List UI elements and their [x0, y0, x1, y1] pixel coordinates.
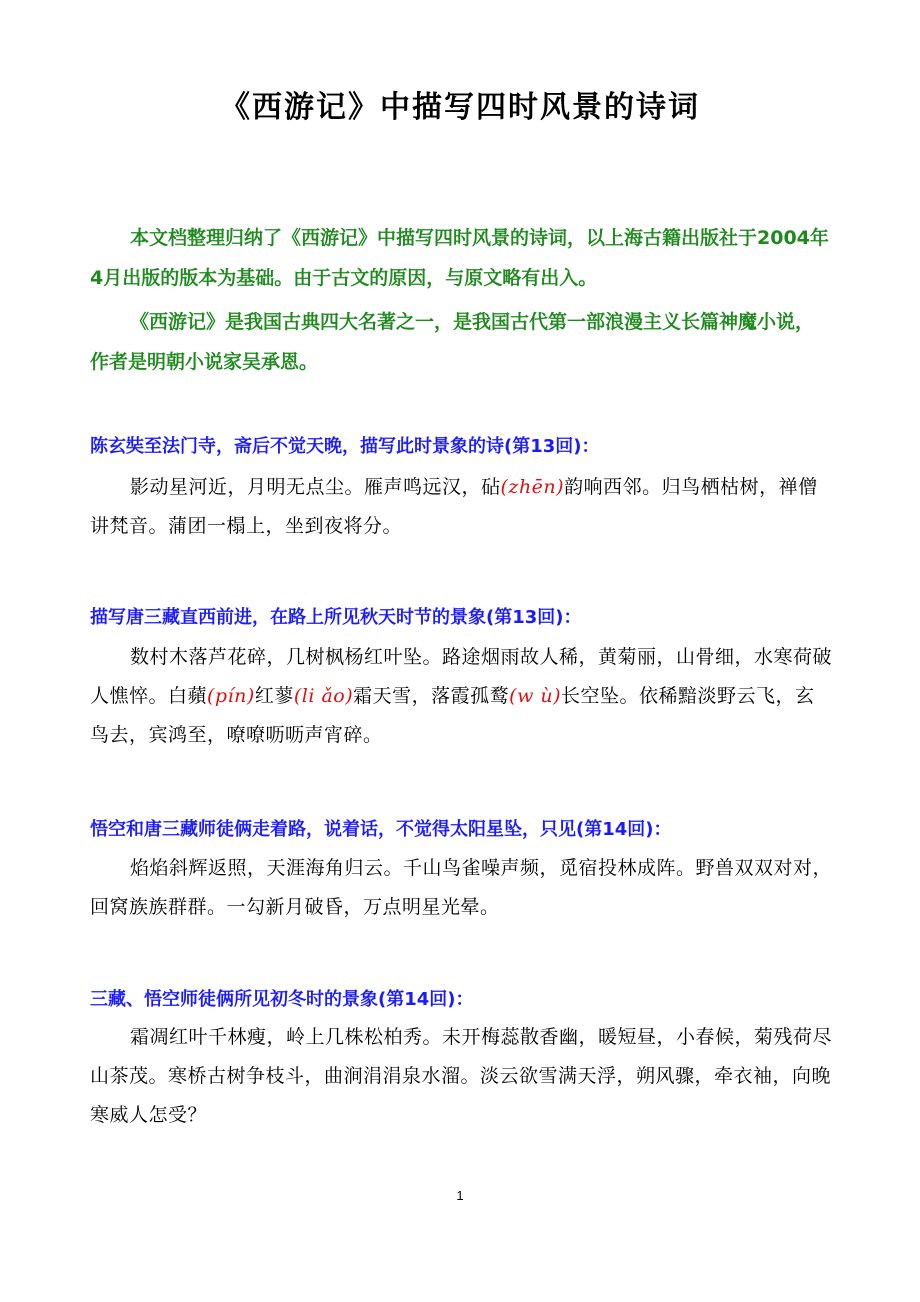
section-heading-1: 陈玄奘至法门寺，斋后不觉天晚，描写此时景象的诗(第13回)： — [90, 436, 600, 457]
pinyin-annotation: (zhēn) — [500, 476, 565, 498]
poem-text: 影动星河近，月明无点尘。雁声鸣远汉，砧 — [130, 476, 501, 498]
poem-text: 数村木落芦花碎，几树枫杨红叶坠。路途烟雨故人稀，黄菊丽，山骨细，水寒荷破人憔悴。白蘋 — [90, 646, 833, 707]
poem-text: 红蓼 — [254, 685, 294, 707]
pinyin-annotation: (pín) — [207, 685, 255, 707]
poem-text: 焰焰斜辉返照，天涯海角归云。千山鸟雀噪声频，觅宿投林成阵。野兽双双对对，回窝族族群群。一勾新月破昏，万点明星光晕。 — [90, 857, 833, 918]
section-poem-4 — [90, 1018, 832, 1135]
section-heading-3: 悟空和唐三藏师徒俩走着路，说着话，不觉得太阳星坠，只见(第14回)： — [90, 819, 672, 840]
pinyin-annotation: (w ù) — [509, 685, 562, 707]
pinyin-annotation: (li ǎo) — [293, 685, 354, 707]
poem-text: 韵响西邻。归鸟栖枯树，禅僧讲梵音。蒲团一榻上，坐到夜将分。 — [90, 476, 818, 537]
page-number: 1 — [456, 1188, 464, 1203]
section-heading-2: 描写唐三藏直西前进，在路上所见秋天时节的景象(第13回)： — [90, 607, 582, 628]
intro-paragraph-1: 本文档整理归纳了《西游记》中描写四时风景的诗词，以上海古籍出版社于2004年4月出版的版本为基础。由于古文的原因，与原文略有出入。 — [90, 227, 829, 289]
poem-text: 霜天雪，落霞孤鹜 — [353, 685, 510, 707]
page-title: 《西游记》中描写四时风景的诗词 — [220, 90, 700, 125]
section-poem-2 — [90, 638, 832, 755]
section-poem-1 — [90, 468, 832, 546]
poem-text: 长空坠。依稀黯淡野云飞，玄鸟去，宾鸿至，嘹嘹呖呖声宵碎。 — [90, 685, 815, 746]
intro-paragraph-2: 《西游记》是我国古典四大名著之一，是我国古代第一部浪漫主义长篇神魔小说，作者是明朝小说家吴承恩。 — [90, 311, 815, 373]
section-heading-4: 三藏、悟空师徒俩所见初冬时的景象(第14回)： — [90, 989, 474, 1010]
section-poem-3 — [90, 849, 832, 927]
poem-text: 霜凋红叶千林瘦，岭上几株松柏秀。未开梅蕊散香幽，暖短昼，小春候，菊残荷尽山茶茂。寒桥古树争枝斗，曲涧涓涓泉水溜。淡云欲雪满天浮，朔风骤，牵衣袖，向晚寒威人怎受？ — [90, 1026, 833, 1126]
